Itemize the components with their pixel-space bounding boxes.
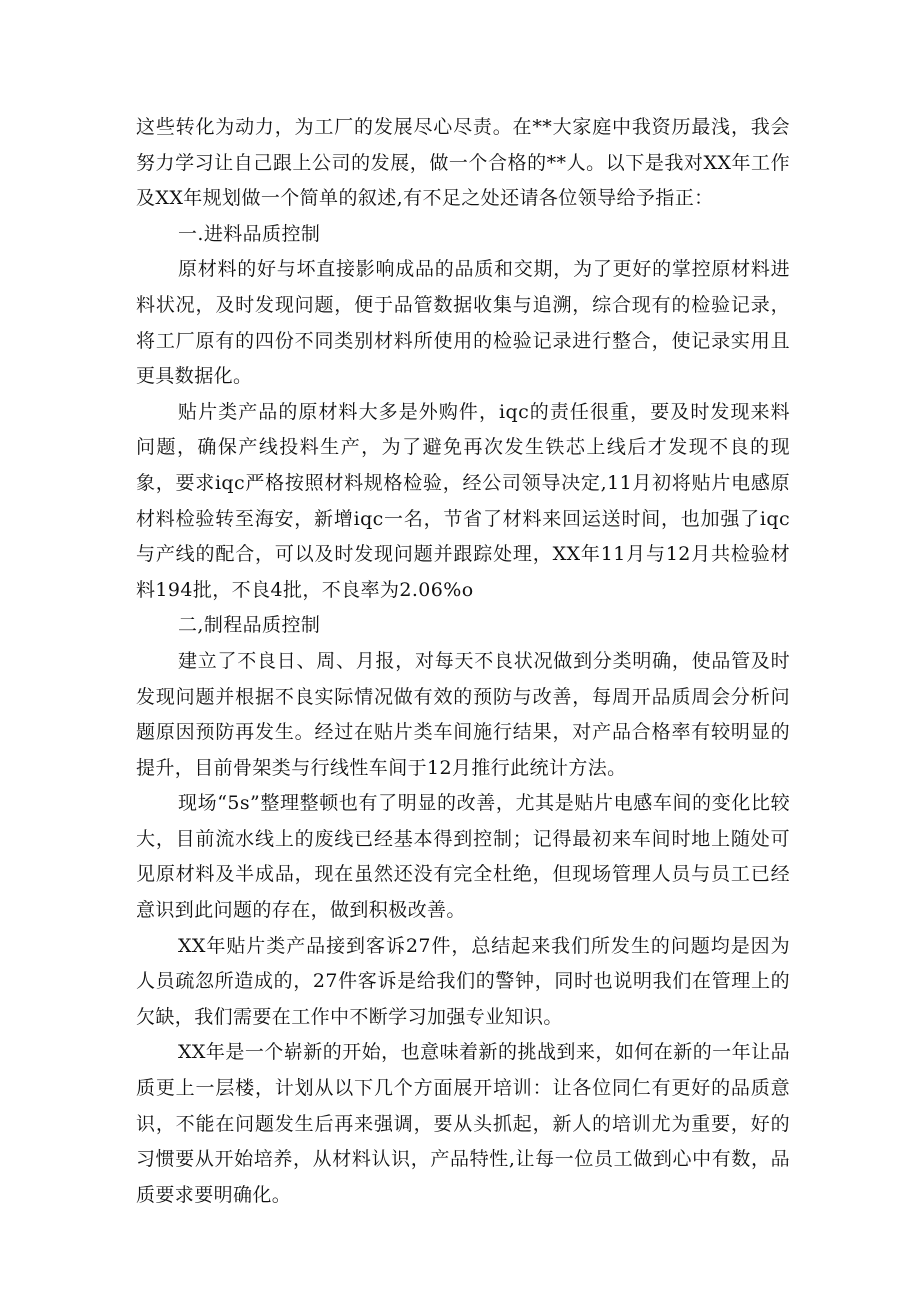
section-heading-process-quality: 二,制程品质控制 — [178, 614, 321, 637]
paragraph-complaints: XX年贴片类产品接到客诉27件，总结起来我们所发生的问题均是因为人员疏忽所造成的，27件客诉是给我们的警钟，同时也说明我们在管理上的欠缺，我们需要在工作中不断学习加强专业知识。 — [136, 934, 790, 1028]
paragraph-smd-iqc: 贴片类产品的原材料大多是外购件，iqc的责任很重，要及时发现来料问题，确保产线投料生产，为了避免再次发生铁芯上线后才发现不良的现象，要求iqc严格按照材料规格检验，经公司领导决定,11月初将贴片电感原材料检验转至海安，新增iqc一名，节省了材料来回运送时间，也加强了iqc与产线的配合，可以及时发现问题并跟踪处理，XX年11月与12月共检验材料194批，不良4批，不良率为2.06%o — [136, 400, 790, 601]
paragraph-new-year-plan: XX年是一个崭新的开始，也意味着新的挑战到来，如何在新的一年让品质更上一层楼，计划从以下几个方面展开培训：让各位同仁有更好的品质意识，不能在问题发生后再来强调，要从头抓起，新人的培训尤为重要，好的习惯要从开始培养，从材料认识，产品特性,让每一位员工做到心中有数，品质要求要明确化。 — [136, 1041, 790, 1206]
paragraph-intro: 这些转化为动力，为工厂的发展尽心尽责。在**大家庭中我资历最浅，我会努力学习让自己跟上公司的发展，做一个合格的**人。以下是我对XX年工作及XX年规划做一个简单的叙述,有不足之处还请各位领导给予指正： — [136, 116, 790, 210]
paragraph-raw-material: 原材料的好与坏直接影响成品的品质和交期，为了更好的掌控原材料进料状况，及时发现问题，便于品管数据收集与追溯，综合现有的检验记录，将工厂原有的四份不同类别材料所使用的检验记录进行整合，使记录实用且更具数据化。 — [136, 258, 790, 388]
document-body — [136, 110, 790, 1213]
section-heading-incoming-quality: 一.进料品质控制 — [178, 222, 321, 245]
paragraph-5s: 现场“5s”整理整顿也有了明显的改善，尤其是贴片电感车间的变化比较大，目前流水线上的废线已经基本得到控制；记得最初来车间时地上随处可见原材料及半成品，现在虽然还没有完全杜绝，但现场管理人员与员工已经意识到此问题的存在，做到积极改善。 — [136, 792, 790, 922]
paragraph-defect-reports: 建立了不良日、周、月报，对每天不良状况做到分类明确，使品管及时发现问题并根据不良实际情况做有效的预防与改善，每周开品质周会分析问题原因预防再发生。经过在贴片类车间施行结果，对产品合格率有较明显的提升，目前骨架类与行线性车间于12月推行此统计方法。 — [136, 649, 790, 779]
